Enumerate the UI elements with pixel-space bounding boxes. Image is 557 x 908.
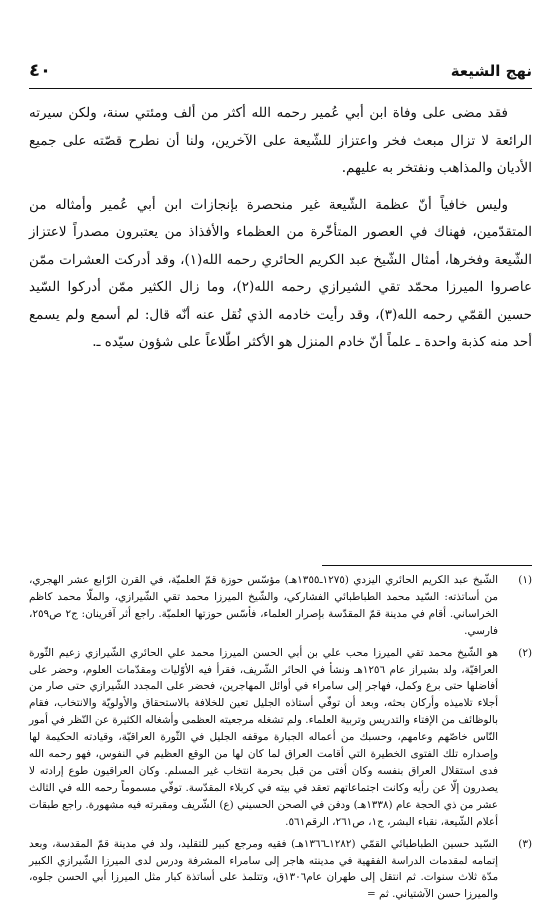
main-text bbox=[29, 100, 532, 366]
header-divider bbox=[29, 88, 532, 89]
page-header bbox=[29, 60, 532, 86]
footnote-number: (٢) bbox=[518, 646, 532, 659]
footnote-divider bbox=[322, 565, 532, 566]
body-paragraph: وليس خافياً أنّ عظمة الشّيعة غير منحصرة بإنجازات ابن أبي عُمير وأمثاله من المتقدّمين، فهناك في العصور المتأخّرة من العظماء والأفذاذ من يعتبرون مصدراً لاعتزاز الشّيعة وفخرها، أمثال الشّيخ عبد الكريم الحائري رحمه الله(١)، وقد أدركت العشرات ممّن عاصروا الميرزا محمّد تقي الشيرازي رحمه الله(٢)، وما زال الكثير ممّن أدركوا السّيد حسين القمّي رحمه الله(٣)، وقد رأيت خادمه الذي نُقل عنه أنّه قال: لم أسمع ولم يسمع أحد منه كذبة واحدة ـ علماً أنّ خادم المنزل هو الأكثر اطّلاعاً على شؤون سيّده ـ. bbox=[29, 196, 532, 350]
page-number: ٤٠ bbox=[29, 60, 51, 81]
footnote bbox=[29, 572, 532, 640]
footnote-text: السّيد حسين الطباطبائي القمّي (١٢٨٢ـ١٣٦٦هـ) فقيه ومرجع كبير للتقليد، ولد في مدينة قمّ المقدسة، وبعد إتمامه لمقدمات الدراسة الفقهية في مدينته هاجر إلى سامراء المشرفة ودرس لدى الميرزا الشّيرازي الكبير مدّة ثلاث سنوات. ثم انتقل إلى طهران عام١٣٠٦ق، وتتلمذ على أساتذة كبار مثل الميرزا أبي الحسن جلوه، والميرزا حسن الآشتياني. ثم = bbox=[29, 837, 499, 901]
footnote bbox=[29, 645, 532, 831]
body-paragraph: فقد مضى على وفاة ابن أبي عُمير رحمه الله أكثر من ألف ومئتي سنة، ولكن سيرته الرائعة لا تزال مبعث فخر واعتزاز للشّيعة على الآخرين، ولنا أن نطرح قصّته على جميع الأديان والمذاهب ونفتخر به عليهم. bbox=[29, 105, 532, 176]
running-title: نهج الشيعة bbox=[450, 62, 532, 80]
footnote-number: (٣) bbox=[518, 837, 532, 850]
footnote-text: هو الشّيخ محمد تقي الميرزا محب علي بن أبي الحسن الميرزا محمد علي الحائري الشّيرازي زعيم الثّورة العراقيّة، ولد بشيراز عام ١٢٥٦هـ ونشأ في الحائر الشّريف، فقرأ فيه الأوّليات ومقدّمات العلوم، وحضر على أفاضلها حتى برع وكمل، فهاجر إلى سامراء في أوائل المهاجرين، فحضر على المجدد الشّيرازي حتى صار من أجلاء تلاميذه وأركان بحثه، وبعد أن توفّي أستاذه الجليل تعين للخلافة بالاستحقاق والأولويّة والانتخاب، فقام بالوظائف من الإفتاء والتدريس وتربية العلماء. ولم تشغله مرجعيته العظمى وأشغاله الكثيرة عن النّظر في أمور النّاس خاصّهم وعامهم، وحسبك من أعماله الجبارة موقفه الجليل في الثّورة العراقيّة، وقيادته الحكيمة لها وإصداره تلك الفتوى الخطيرة التي أقامت العراق لما كان لها من الوقع العظيم في النفوس، فهو رحمه الله فدى استقلال العراق بنفسه وكان أفتى من قبل بحرمة انتخاب غير المسلم. وكان العراقيون طوع إرادته لا يصدرون إلّا عن رأيه وكانت اجتماعاتهم تعقد في بيته في كربلاء المقدّسة. توفّي مسموماً رحمه الله في الثالث عشر من ذي الحجة عام (١٣٣٨هـ) ودفن في الصحن الحسيني (ع) الشّريف ومقبرته فيه مشهورة. راجع طبقات أعلام الشّيعة، نقباء البشر، ج١، ص٢٦١، الرقم٥٦١. bbox=[29, 646, 499, 828]
footnote-text: الشّيخ عبد الكريم الحائري اليزدي (١٢٧٥ـ١٣٥٥هـ) مؤسّس حوزة قمّ العلميّة، في القرن الرّابع عشر الهجري، من أساتذته: السّيد محمد الطباطبائي الفشاركي، والشّيخ الميرزا محمد تقي الشّيرازي، والملّا محمد كاظم الخراساني. أقام في مدينة قمّ المقدّسة بإصرار العلماء، فأسّس حوزتها العلميّة. راجع أثر آفرينان: ج٢ ص٢٥٩، فارسي. bbox=[29, 574, 499, 637]
footnotes bbox=[29, 572, 532, 908]
footnote-number: (١) bbox=[518, 574, 532, 586]
